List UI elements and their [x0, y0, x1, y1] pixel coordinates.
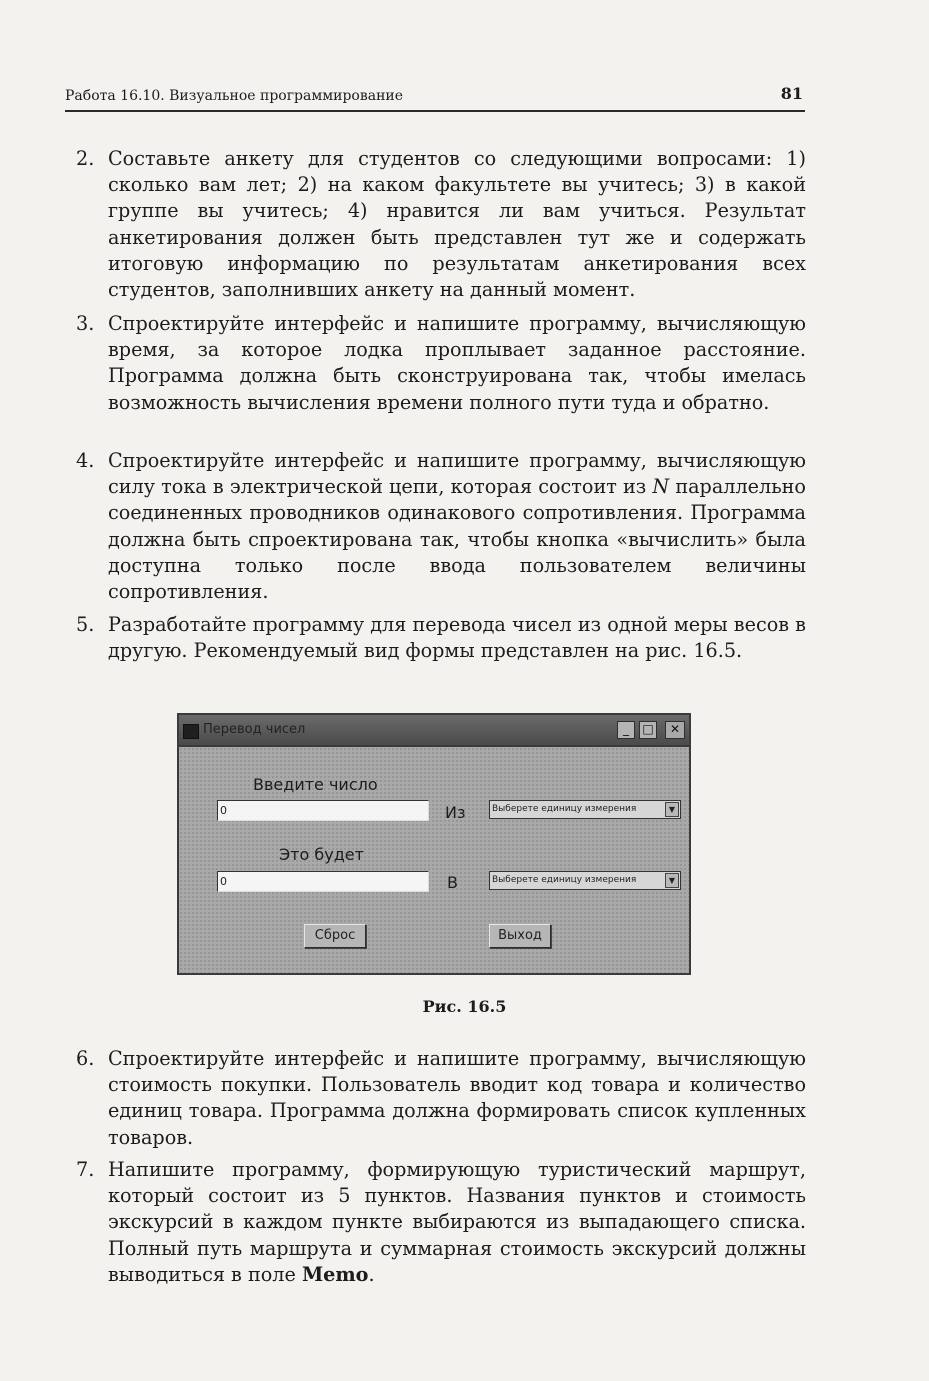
- task-number: 6.: [76, 1047, 95, 1070]
- chevron-down-icon[interactable]: ▼: [665, 873, 679, 888]
- page-header: [65, 84, 805, 112]
- figure-caption: Рис. 16.5: [422, 997, 507, 1016]
- task-number: 4.: [76, 449, 95, 472]
- task-5: [76, 612, 806, 664]
- input-label: Введите число: [253, 775, 378, 794]
- from-unit-value: Выберете единицу измерения: [492, 804, 637, 814]
- reset-button[interactable]: Сброс: [304, 924, 366, 948]
- task-text: Спроектируйте интерфейс и напишите программу, вычисляющую стоимость покупки. Пользователь вводит код товара и количество единиц товара. Программа должна формировать список купленных товаров.: [108, 1047, 806, 1149]
- task-text: Спроектируйте интерфейс и напишите программу, вычисляющую время, за которое лодка проплывает заданное расстояние. Программа должна быть сконструирована так, чтобы имелась возможность вычисления времени полного пути туда и обратно.: [108, 312, 806, 414]
- task-text: Напишите программу, формирующую туристический маршрут, который состоит из 5 пунктов. Названия пунктов и стоимость экскурсий в каждом пункте выбираются из выпадающего списка. Полный путь маршрута и суммарная стоимость экскурсий должны выводиться в поле: [108, 1158, 806, 1286]
- memo-term: Memo: [301, 1262, 369, 1286]
- maximize-button[interactable]: □: [639, 721, 657, 739]
- to-unit-value: Выберете единицу измерения: [492, 875, 637, 885]
- task-text-end: параллельно соединенных проводников одинакового сопротивления. Программа должна быть спроектирована так, чтобы кнопка «вычислить» была доступна только после ввода пользователем величины сопротивления.: [108, 475, 806, 604]
- task-number: 7.: [76, 1158, 95, 1181]
- minimize-button[interactable]: _: [617, 721, 635, 739]
- page-number: 81: [780, 84, 803, 103]
- converter-window: [177, 713, 691, 975]
- task-text: Разработайте программу для перевода чисел из одной меры весов в другую. Рекомендуемый вид формы представлен на рис. 16.5.: [108, 613, 806, 663]
- task-text-end: .: [368, 1262, 375, 1286]
- task-2: [76, 146, 806, 303]
- task-number: 2.: [76, 147, 95, 170]
- task-text-start: Спроектируйте интерфейс и напишите программу, вычисляющую силу тока в электрической цепи, которая состоит из: [108, 449, 806, 499]
- to-unit-select[interactable]: [489, 871, 681, 890]
- close-button[interactable]: ✕: [665, 721, 685, 739]
- window-title: Перевод чисел: [203, 722, 306, 737]
- task-7: [76, 1157, 806, 1288]
- task-number: 3.: [76, 312, 95, 335]
- task-6: [76, 1046, 806, 1151]
- variable-n: N: [652, 475, 670, 499]
- task-4: [76, 448, 806, 605]
- from-unit-select[interactable]: [489, 800, 681, 819]
- window-body: [179, 747, 689, 973]
- result-label: Это будет: [279, 845, 364, 864]
- result-output[interactable]: 0: [217, 871, 429, 892]
- from-label: Из: [445, 803, 466, 822]
- chevron-down-icon[interactable]: ▼: [665, 802, 679, 817]
- task-number: 5.: [76, 613, 95, 636]
- task-3: [76, 311, 806, 416]
- window-titlebar[interactable]: [179, 715, 689, 747]
- app-icon: [183, 724, 199, 739]
- exit-button[interactable]: Выход: [489, 924, 551, 948]
- to-label: В: [447, 873, 458, 892]
- number-input[interactable]: 0: [217, 800, 429, 821]
- task-text: Составьте анкету для студентов со следующими вопросами: 1) сколько вам лет; 2) на каком факультете вы учитесь; 3) в какой группе вы учитесь; 4) нравится ли вам учиться. Результат анкетирования должен быть представлен тут же и содержать итоговую информацию по результатам анкетирования всех студентов, заполнивших анкету на данный момент.: [108, 147, 806, 302]
- running-title: Работа 16.10. Визуальное программирование: [65, 88, 404, 104]
